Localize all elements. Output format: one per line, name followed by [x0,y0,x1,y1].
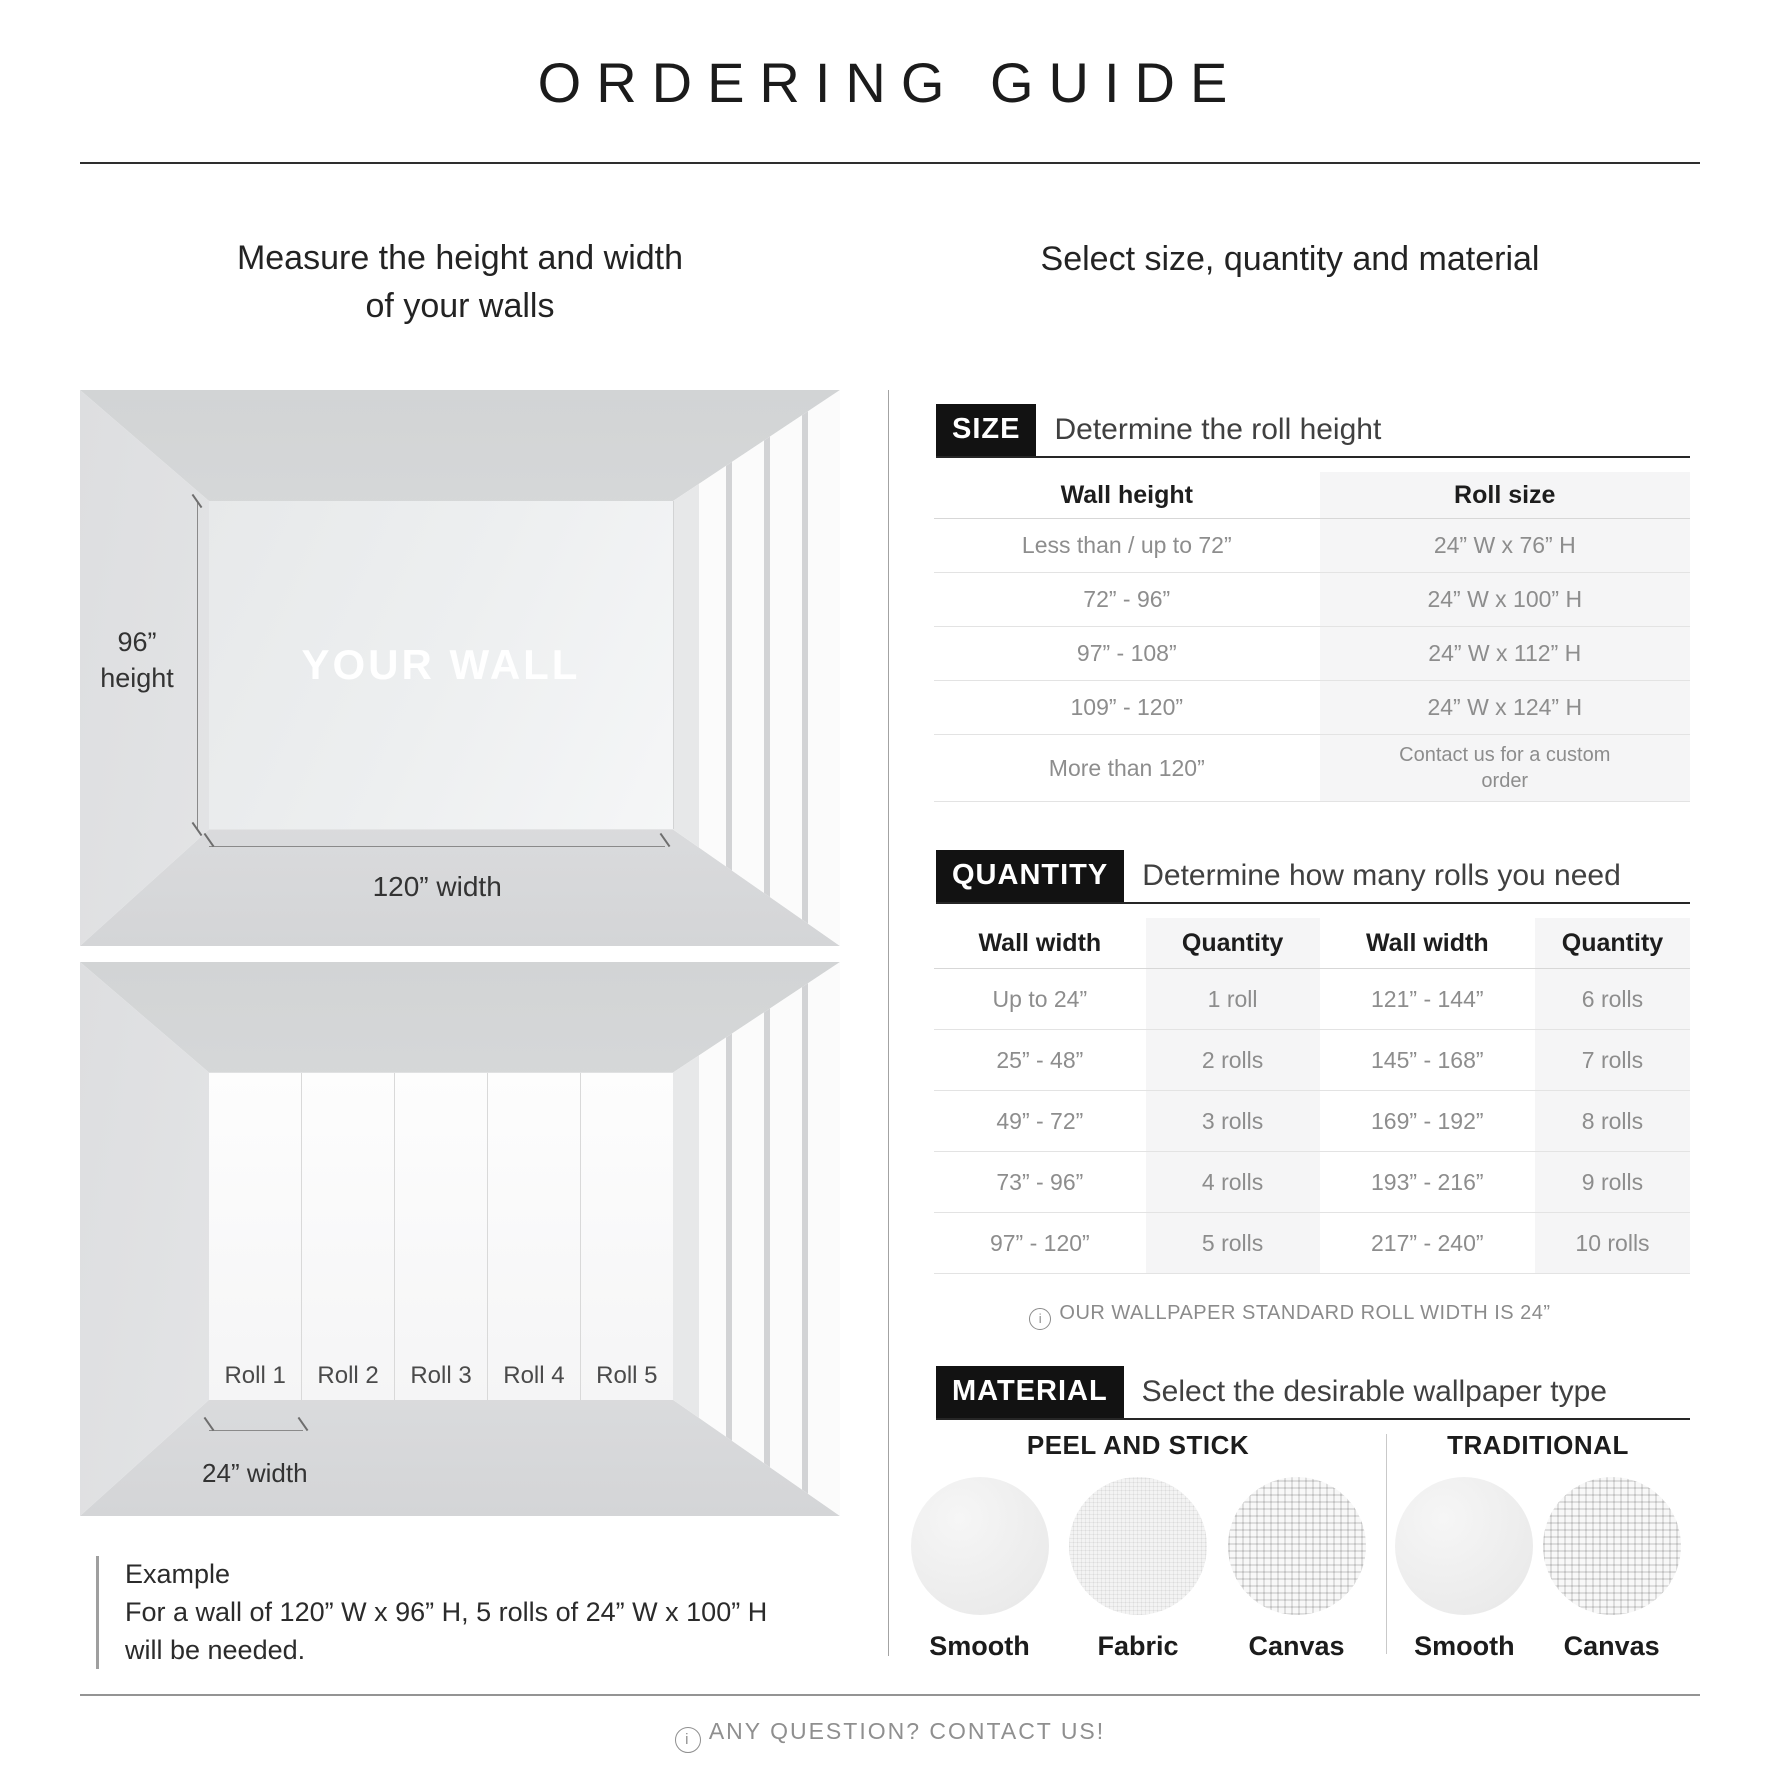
wall-width-cell: 193” - 216” [1371,1168,1484,1195]
quantity-cell: 5 rolls [1146,1213,1320,1273]
title-divider [80,162,1700,164]
material-swatch-fabric [1069,1477,1207,1662]
height-dimension-line [197,501,198,829]
window-mullion [764,962,770,1516]
wall-width-cell: 145” - 168” [1371,1046,1484,1073]
quantity-badge: QUANTITY [936,850,1124,902]
info-icon: i [675,1727,701,1753]
column-header-quantity: Quantity [1535,918,1690,968]
column-header-wall-width: Wall width [978,928,1102,957]
measure-heading [80,234,840,331]
roll-width-note-text: OUR WALLPAPER STANDARD ROLL WIDTH IS 24” [1059,1302,1551,1324]
material-groups [890,1430,1690,1662]
material-badge: MATERIAL [936,1366,1124,1418]
roll-panel [301,1073,394,1400]
example-line2: will be needed. [125,1634,306,1665]
material-section-title: Select the desirable wallpaper type [1141,1375,1607,1408]
room-illustration-your-wall [80,390,840,946]
swatch-label: Canvas [1563,1631,1660,1661]
roll-panel [580,1073,673,1400]
roll-width-note [890,1302,1690,1330]
roll-size-cell [1320,735,1690,801]
roll-panel [209,1073,301,1400]
quantity-table-row [934,1213,1690,1274]
material-swatch-smooth [911,1477,1049,1662]
window-mullion [802,962,808,1516]
roll-label: Roll 2 [317,1361,379,1389]
room-illustration-rolls [80,962,840,1516]
page-title: ORDERING GUIDE [537,51,1243,114]
roll-label: Roll 4 [503,1361,565,1389]
material-swatch-canvas [1228,1477,1366,1662]
column-header-wall-width: Wall width [1365,928,1489,957]
roll-panels [209,1073,673,1400]
material-swatch-canvas [1543,1477,1681,1662]
roll-panel [487,1073,580,1400]
group-name: TRADITIONAL [1447,1430,1629,1460]
quantity-cell: 8 rolls [1535,1091,1690,1151]
roll-label: Roll 3 [410,1361,472,1389]
custom-order-text: Contact us for a custom order [1399,744,1611,792]
wall-width-cell: 97” - 120” [989,1229,1090,1256]
wall-height-cell: 109” - 120” [1070,694,1184,720]
canvas-texture-circle [1228,1477,1366,1615]
wall-height-cell: Less than / up to 72” [1021,532,1232,558]
swatch-label: Smooth [1414,1631,1515,1661]
width-dimension-line [209,846,665,847]
select-heading: Select size, quantity and material [1040,240,1540,278]
wall-width-cell: 73” - 96” [996,1168,1084,1195]
quantity-cell: 3 rolls [1146,1091,1320,1151]
material-section-header [936,1366,1690,1420]
size-table-header [934,472,1690,519]
size-section-header [936,404,1690,458]
roll-panel [394,1073,487,1400]
fabric-texture-circle [1069,1477,1207,1615]
wall-height-cell: 97” - 108” [1076,640,1177,666]
quantity-cell: 9 rolls [1535,1152,1690,1212]
wall-width-cell: 217” - 240” [1371,1229,1484,1256]
size-table-row [934,573,1690,627]
width-label: 120” width [372,870,502,902]
smooth-texture-circle [1395,1477,1533,1615]
canvas-texture-circle [1543,1477,1681,1615]
quantity-cell: 2 rolls [1146,1030,1320,1090]
quantity-section-header [936,850,1690,904]
roll-label: Roll 1 [224,1361,286,1389]
quantity-cell: 1 roll [1146,969,1320,1029]
size-table-row [934,519,1690,573]
example-note [96,1556,785,1669]
height-label [84,624,190,697]
roll-width-label: 24” width [202,1457,308,1488]
wall-width-cell: 121” - 144” [1371,985,1484,1012]
column-header-roll-size: Roll size [1320,472,1690,518]
footer-text: ANY QUESTION? CONTACT US! [708,1718,1106,1744]
quantity-table-row [934,969,1690,1030]
wall-width-cell: 49” - 72” [996,1107,1084,1134]
wall-height-cell: More than 120” [1048,754,1205,781]
swatch-label: Fabric [1097,1631,1179,1661]
roll-size-cell: 24” W x 100” H [1320,573,1690,626]
height-word: height [100,662,174,693]
size-table-row [934,627,1690,681]
example-line1: For a wall of 120” W x 96” H, 5 rolls of 24” W x 100” H [125,1596,768,1627]
height-value: 96” [117,626,157,657]
your-wall-label: YOUR WALL [301,641,581,689]
quantity-cell: 10 rolls [1535,1213,1690,1273]
measure-heading-line1: Measure the height and width [236,239,684,277]
window-mullion [802,390,808,946]
wall-width-cell: 25” - 48” [996,1046,1084,1073]
swatch-label: Canvas [1248,1631,1345,1661]
footer-divider [80,1694,1700,1696]
material-swatch-smooth [1395,1477,1533,1662]
group-name: PEEL AND STICK [1026,1430,1250,1460]
quantity-table-row [934,1091,1690,1152]
wall-height-cell: 72” - 96” [1083,586,1171,612]
size-table-row [934,681,1690,735]
material-divider [1386,1434,1387,1654]
roll-width-dimension-line [209,1430,303,1431]
column-divider [888,390,889,1656]
quantity-section-title: Determine how many rolls you need [1142,859,1621,892]
quantity-cell: 4 rolls [1146,1152,1320,1212]
swatch-row [1386,1477,1690,1662]
column-header-quantity: Quantity [1146,918,1320,968]
quantity-table-row [934,1152,1690,1213]
quantity-cell: 6 rolls [1535,969,1690,1029]
size-table [934,472,1690,802]
info-icon: i [1029,1308,1051,1330]
smooth-texture-circle [911,1477,1049,1615]
swatch-label: Smooth [929,1631,1030,1661]
footer-note [0,1718,1780,1753]
roll-size-cell: 24” W x 112” H [1320,627,1690,680]
material-group-peel-and-stick [890,1430,1386,1662]
window-mullion [726,390,732,946]
roll-label: Roll 5 [596,1361,658,1389]
quantity-table-header [934,918,1690,969]
size-table-row [934,735,1690,802]
example-title: Example [125,1559,231,1589]
measure-heading-line2: of your walls [365,287,555,326]
quantity-table-row [934,1030,1690,1091]
roll-size-cell: 24” W x 76” H [1320,519,1690,572]
quantity-cell: 7 rolls [1535,1030,1690,1090]
main-wall [209,501,674,829]
window-mullion [764,390,770,946]
size-section-title: Determine the roll height [1054,413,1382,446]
swatch-row [890,1477,1386,1662]
window-mullion [726,962,732,1516]
size-badge: SIZE [936,404,1036,456]
column-header-wall-height: Wall height [1060,480,1193,509]
material-group-traditional [1386,1430,1690,1662]
wall-width-cell: 169” - 192” [1371,1107,1484,1134]
roll-size-cell: 24” W x 124” H [1320,681,1690,734]
quantity-table [934,918,1690,1274]
wall-width-cell: Up to 24” [992,985,1088,1012]
